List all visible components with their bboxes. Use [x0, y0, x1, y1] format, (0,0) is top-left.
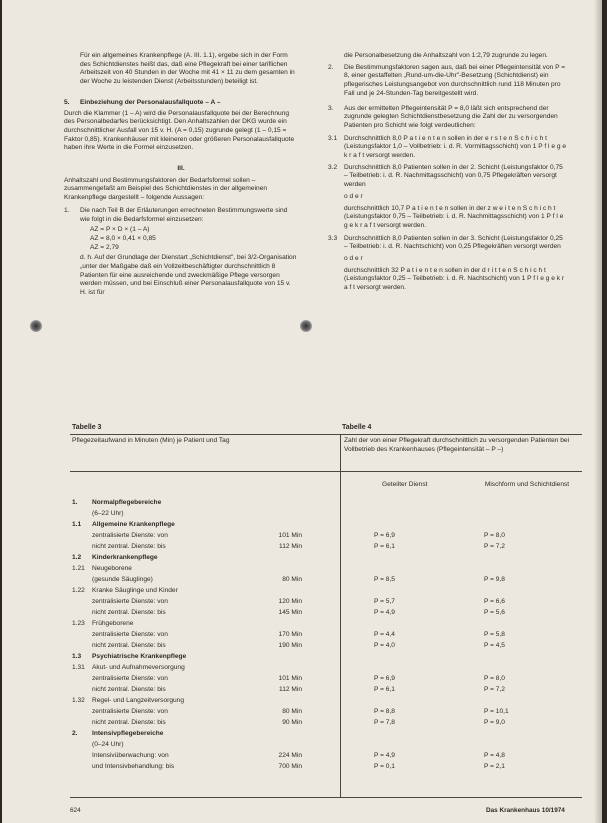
- row-mischform: [458, 730, 582, 741]
- row-label: Kranke Säuglinge und Kinder: [92, 587, 178, 594]
- page-edge-shadow: [594, 0, 602, 823]
- row-geteilt: [338, 664, 458, 675]
- row-minutes: [242, 587, 338, 598]
- row-number: 1.3: [72, 653, 82, 660]
- row-geteilt: [338, 653, 458, 664]
- row-mischform: P = 4,8: [484, 752, 505, 759]
- table-row: [72, 752, 582, 763]
- row-number: [72, 675, 92, 686]
- row-geteilt: [338, 587, 458, 598]
- row-number: [72, 543, 92, 554]
- table-4-title: Tabelle 4: [342, 424, 372, 431]
- journal-name: Das Krankenhaus 10/1974: [486, 807, 565, 814]
- row-geteilt: [338, 620, 458, 631]
- item-3-number: 3.: [328, 104, 334, 112]
- item-2-text: Die Bestimmungsfaktoren sagen aus, daß bei einer Pflegeintensität von P = 8, einer gestaffelten „Rund-um-die-Uhr"-Besetzung (Schichtdienst) ein pflegerisches Leistungsangebot von durchschnittlich rund 118 Minuten pro Fall und je 24-Stunden-Tag bereitgestellt wird.: [344, 63, 566, 97]
- row-mischform: [458, 664, 582, 675]
- row-mischform: P = 2,1: [484, 763, 505, 770]
- row-mischform: [458, 565, 582, 576]
- row-mischform: P = 5,6: [484, 609, 505, 616]
- item-1-text: Die nach Teil B der Erläuterungen errechneten Bestimmungswerte sind wie folgt in die Bedarfsformel einzusetzen:: [80, 206, 288, 223]
- row-minutes: [242, 620, 338, 631]
- item-3-3-number: 3.3: [328, 234, 338, 242]
- table-row: [72, 499, 582, 510]
- row-mischform: [458, 554, 582, 565]
- item-3-text: Aus der ermittelten Pflegeintensität P = 8,0 läßt sich entsprechend der zugrunde gelegten Schichtdienstbesetzung die Zahl der zu versorgenden Patienten pro Schicht wie folgt verdeutlichen:: [344, 104, 558, 129]
- row-minutes: 170 Min: [278, 631, 302, 638]
- row-geteilt: [338, 697, 458, 708]
- row-mischform: P = 10,1: [484, 708, 509, 715]
- item-3-2-alternative: durchschnittlich 10,7 P a t i e n t e n sollen in der z w e i t e n S c h i c h t (Leistungsfaktor 0,75 – Teilbetrieb: i. d. R. Nachmittagsschicht) von 1 P f l e g e k r a f t versorgt werden.: [344, 204, 564, 229]
- item-3: [328, 105, 568, 131]
- row-number: [72, 708, 92, 719]
- section-3-body: Anhaltszahl und Bestimmungsfaktoren der Bedarfsformel sollen – zusammengefaßt am Beispiel des Schichtdienstes in der allgemeinen Krankenpflege dargestellt – folgende Aussagen:: [64, 176, 268, 202]
- table-row: [72, 521, 582, 532]
- oder-label: o d e r: [344, 192, 363, 200]
- table-row: [72, 741, 582, 752]
- row-minutes: 101 Min: [278, 532, 302, 539]
- row-minutes: 80 Min: [282, 576, 302, 583]
- table-row: [72, 510, 582, 521]
- row-label: Psychiatrische Krankenpflege: [92, 653, 187, 660]
- row-number: [72, 576, 92, 587]
- row-label: Intensivüberwachung: von: [92, 752, 169, 759]
- row-geteilt: P = 6,9: [374, 532, 395, 539]
- right-column: [328, 52, 568, 293]
- row-minutes: [242, 741, 338, 752]
- row-number: [72, 510, 92, 521]
- item-2: [328, 64, 568, 99]
- row-number: [72, 631, 92, 642]
- row-minutes: [242, 697, 338, 708]
- row-mischform: [458, 587, 582, 598]
- row-label: (gesunde Säuglinge): [92, 576, 153, 583]
- formula-block: [90, 226, 298, 252]
- row-geteilt: P = 4,4: [374, 631, 395, 638]
- row-label: Regel- und Langzeitversorgung: [92, 697, 185, 704]
- row-number: [72, 532, 92, 543]
- row-geteilt: P = 4,9: [374, 609, 395, 616]
- row-label: Frühgeborene: [92, 620, 134, 627]
- item-3-2-number: 3.2: [328, 163, 338, 171]
- formula-line: AZ = P × D × (1 – A): [90, 226, 150, 234]
- row-number: 1.32: [72, 697, 85, 704]
- col-mischform: Mischform und Schichtdienst: [484, 481, 570, 488]
- table-row: [72, 543, 582, 554]
- row-mischform: P = 4,5: [484, 642, 505, 649]
- row-minutes: 190 Min: [278, 642, 302, 649]
- item-3-2: [328, 164, 568, 231]
- row-number: 1.1: [72, 521, 82, 528]
- section-5-body: Durch die Klammer (1 – A) wird die Personalausfallquote bei der Berechnung des Personalbedarfes berücksichtigt. Den Anhaltszahlen der DKG wurde ein durchschnittlicher Ausfall von 15 v. H. (A = 0,15) zugrunde gelegt (1 – 0,15 = Faktor 0,85). Krankenhäuser mit kleineren oder größeren Personalausfallquote haben ihre Werte in die Formel einzusetzen.: [64, 109, 295, 152]
- row-number: 1.21: [72, 565, 85, 572]
- row-mischform: [458, 521, 582, 532]
- row-geteilt: [338, 730, 458, 741]
- row-number: [72, 642, 92, 653]
- row-number: 1.23: [72, 620, 85, 627]
- row-minutes: 112 Min: [279, 686, 302, 693]
- item-1-number: 1.: [64, 206, 70, 214]
- page-number: 624: [70, 807, 81, 814]
- row-minutes: [242, 653, 338, 664]
- row-minutes: 101 Min: [278, 675, 302, 682]
- row-number: 1.2: [72, 554, 82, 561]
- row-label: Akut- und Aufnahmeversorgung: [92, 664, 185, 671]
- table-row: [72, 763, 582, 774]
- table-3-header: Pflegezeitaufwand in Minuten (Min) je Patient und Tag: [72, 437, 230, 444]
- row-mischform: [458, 697, 582, 708]
- table-row: [72, 708, 582, 719]
- row-minutes: 90 Min: [282, 719, 302, 726]
- row-label: Normalpflegebereiche: [92, 499, 162, 506]
- row-geteilt: [338, 741, 458, 752]
- table-row: [72, 664, 582, 675]
- row-mischform: [458, 510, 582, 521]
- item-3-3: [328, 235, 568, 293]
- item-2-number: 2.: [328, 63, 334, 71]
- table-row: [72, 730, 582, 741]
- row-geteilt: [338, 510, 458, 521]
- table-row: [72, 642, 582, 653]
- section-5: [64, 99, 298, 153]
- col-geteilter-dienst: Geteilter Dienst: [382, 481, 428, 488]
- row-mischform: P = 9,8: [484, 576, 505, 583]
- row-mischform: [458, 741, 582, 752]
- table-row: [72, 532, 582, 543]
- item-1: [64, 207, 298, 298]
- item-1-after: d. h. Auf der Grundlage der Dienstart „Schichtdienst", bei 3/2-Organisation „unter der Maßgabe daß ein Vollzeitbeschäftigter durchschnittlich 8 Patienten für eine ausreichende und zweckmäßige Pflege versorgen werden müssen, und bei Einschluß einer Personalausfallquote von 15 v. H. ist für: [80, 254, 297, 297]
- row-label: Kinderkrankenpflege: [92, 554, 158, 561]
- table-row: [72, 686, 582, 697]
- row-number: 1.22: [72, 587, 85, 594]
- item-3-2-text: Durchschnittlich 8,0 Patienten sollen in der 2. Schicht (Leistungsfaktor 0,75 – Teilbetrieb: i. d. R. Nachmittagsschicht) von 0,75 Pflegekräften versorgt werden: [344, 163, 563, 189]
- row-label: (6–22 Uhr): [92, 510, 124, 517]
- row-number: [72, 598, 92, 609]
- row-label: nicht zentral. Dienste: bis: [92, 719, 166, 726]
- right-intro: die Personalbesetzung die Anhaltszahl von 1:2,79 zugrunde zu legen.: [344, 52, 548, 59]
- row-geteilt: P = 8,5: [374, 576, 395, 583]
- row-minutes: 80 Min: [282, 708, 302, 715]
- table-3-title: Tabelle 3: [72, 424, 102, 431]
- row-number: 1.: [72, 499, 78, 506]
- row-label: (0–24 Uhr): [92, 741, 124, 748]
- row-minutes: 145 Min: [278, 609, 302, 616]
- row-number: [72, 686, 92, 697]
- row-geteilt: P = 4,0: [374, 642, 395, 649]
- row-number: 1.31: [72, 664, 85, 671]
- row-label: Neugeborene: [92, 565, 132, 572]
- table-row: [72, 719, 582, 730]
- row-mischform: [458, 499, 582, 510]
- row-minutes: [242, 664, 338, 675]
- punch-hole: [30, 320, 42, 332]
- table-row: [72, 576, 582, 587]
- item-3-1-number: 3.1: [328, 134, 338, 142]
- row-label: nicht zentral. Dienste: bis: [92, 609, 166, 616]
- row-label: nicht zentral. Dienste: bis: [92, 543, 166, 550]
- table-row: [72, 565, 582, 576]
- row-minutes: [242, 554, 338, 565]
- table-row: [72, 631, 582, 642]
- table-bottom-rule: [70, 797, 582, 798]
- row-mischform: [458, 653, 582, 664]
- row-minutes: [242, 521, 338, 532]
- row-geteilt: P = 6,9: [374, 675, 395, 682]
- formula-line: AZ = 2,79: [90, 243, 119, 251]
- row-geteilt: P = 5,7: [374, 598, 395, 605]
- row-number: 2.: [72, 730, 78, 737]
- row-label: zentralisierte Dienste: von: [92, 708, 168, 715]
- row-mischform: P = 8,0: [484, 532, 505, 539]
- row-minutes: 120 Min: [278, 598, 302, 605]
- row-geteilt: P = 4,9: [374, 752, 395, 759]
- row-label: zentralisierte Dienste: von: [92, 532, 168, 539]
- row-geteilt: [338, 565, 458, 576]
- row-mischform: P = 7,2: [484, 543, 505, 550]
- row-minutes: 700 Min: [278, 763, 302, 770]
- table-row: [72, 609, 582, 620]
- table-row: [72, 554, 582, 565]
- row-geteilt: P = 7,8: [374, 719, 395, 726]
- pflege-table: [72, 499, 582, 774]
- table-row: [72, 675, 582, 686]
- row-label: zentralisierte Dienste: von: [92, 631, 168, 638]
- row-geteilt: [338, 521, 458, 532]
- table-row: [72, 697, 582, 708]
- item-3-3-alternative: durchschnittlich 32 P a t i e n t e n sollen in der d r i t t e n S c h i c h t (Leistungsfaktor 0,25 – Teilbetrieb: i. d. R. Nachtschicht) von 1 P f l e g e k r a f t versorgt werden.: [344, 266, 565, 292]
- row-number: [72, 752, 92, 763]
- row-number: [72, 719, 92, 730]
- row-label: Intensivpflegebereiche: [92, 730, 164, 737]
- row-mischform: [458, 620, 582, 631]
- item-3-1: [328, 135, 568, 161]
- left-column: [64, 52, 298, 298]
- row-number: [72, 609, 92, 620]
- row-minutes: 112 Min: [279, 543, 302, 550]
- row-mischform: P = 7,2: [484, 686, 505, 693]
- row-mischform: P = 5,8: [484, 631, 505, 638]
- item-3-3-text: Durchschnittlich 8,0 Patienten sollen in der 3. Schicht (Leistungsfaktor 0,25 – Teilbetrieb: i. d. R. Nachtschicht) von 0,25 Pflegekräften versorgt werden: [344, 234, 563, 251]
- punch-hole: [300, 320, 312, 332]
- table-row: [72, 587, 582, 598]
- row-label: und Intensivbehandlung: bis: [92, 763, 175, 770]
- row-label: zentralisierte Dienste: von: [92, 675, 168, 682]
- table-row: [72, 653, 582, 664]
- table-header-rule: [70, 471, 582, 472]
- row-minutes: 224 Min: [278, 752, 302, 759]
- table-4-header: Zahl der von einer Pflegekraft durchschnittlich zu versorgenden Patienten bei Vollbetrieb des Krankenhauses (Pflegeintensität – P –): [344, 437, 570, 453]
- row-geteilt: [338, 554, 458, 565]
- row-geteilt: P = 0,1: [374, 763, 395, 770]
- row-label: Allgemeine Krankenpflege: [92, 521, 175, 528]
- row-minutes: [242, 499, 338, 510]
- row-number: [72, 763, 92, 774]
- row-number: [72, 741, 92, 752]
- row-geteilt: P = 6,1: [374, 543, 395, 550]
- item-3-1-text: Durchschnittlich 8,0 P a t i e n t e n sollen in der e r s t e n S c h i c h t (Leistungsfaktor 1,0 – Vollbetrieb: i. d. R. Vormittagsschicht) von 1 P f l e g e k r a f t versorgt werden.: [344, 134, 566, 160]
- document-page: [2, 0, 602, 823]
- table-row: [72, 598, 582, 609]
- row-geteilt: P = 6,1: [374, 686, 395, 693]
- table-row: [72, 620, 582, 631]
- row-mischform: P = 8,0: [484, 675, 505, 682]
- table-top-rule: [70, 434, 582, 435]
- section-5-title: Einbeziehung der Personalausfallquote – A –: [80, 98, 221, 106]
- row-label: nicht zentral. Dienste: bis: [92, 686, 166, 693]
- row-minutes: [242, 565, 338, 576]
- row-label: nicht zentral. Dienste: bis: [92, 642, 166, 649]
- row-mischform: P = 6,6: [484, 598, 505, 605]
- row-geteilt: P = 8,8: [374, 708, 395, 715]
- row-minutes: [242, 510, 338, 521]
- row-label: zentralisierte Dienste: von: [92, 598, 168, 605]
- intro-paragraph: Für ein allgemeines Krankenpflege (A. III. 1.1), ergebe sich in der Form des Schichtdienstes heißt das, daß eine Pflegekraft bei einer tariflichen Arbeitszeit von 40 Stunden in der Woche mit 41 × 11 zu dem gesamten in der Woche zu leistenden Dienst (Arbeitsstunden) beteiligt ist.: [80, 52, 295, 86]
- oder-label: o d e r: [344, 255, 363, 263]
- section-3-heading: III.: [177, 165, 185, 173]
- row-geteilt: [338, 499, 458, 510]
- row-minutes: [242, 730, 338, 741]
- row-mischform: P = 9,0: [484, 719, 505, 726]
- section-5-number: 5.: [64, 98, 70, 106]
- formula-line: AZ = 8,0 × 0,41 × 0,85: [90, 234, 156, 242]
